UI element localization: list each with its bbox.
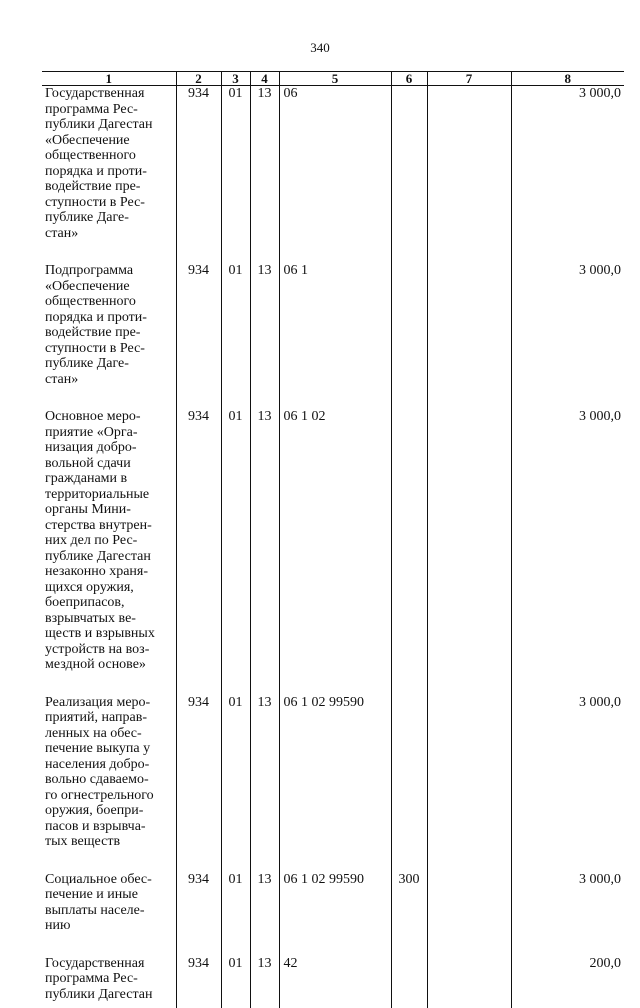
row-name-line: го огнестрельного <box>45 788 174 804</box>
col7-cell <box>427 263 511 409</box>
section-code-cell: 01 <box>221 263 250 409</box>
row-name-line: Государственная <box>45 86 174 102</box>
target-article-cell: 06 <box>279 86 391 264</box>
row-name-cell <box>42 872 176 956</box>
row-name-line: населения добро- <box>45 757 174 773</box>
row-name-line: Подпрограмма <box>45 263 174 279</box>
gad-code-cell: 934 <box>176 263 221 409</box>
subsection-code-cell: 13 <box>250 86 279 264</box>
row-name-line: вольной сдачи <box>45 456 174 472</box>
expense-type-cell: 300 <box>391 872 427 956</box>
subsection-code-cell: 13 <box>250 695 279 872</box>
row-name-cell <box>42 956 176 1008</box>
target-article-cell: 06 1 02 99590 <box>279 872 391 956</box>
row-name-line: Основное меро- <box>45 409 174 425</box>
row-name-line: гражданами в <box>45 471 174 487</box>
amount-cell: 3 000,0 <box>511 872 624 956</box>
row-name-line: программа Рес- <box>45 102 174 118</box>
row-name-line: ступности в Рес- <box>45 341 174 357</box>
table-row <box>42 263 624 409</box>
row-name-line: стерства внутрен- <box>45 518 174 534</box>
header-col-7: 7 <box>427 72 511 86</box>
row-name-line: тых веществ <box>45 834 174 850</box>
table-row <box>42 695 624 872</box>
header-row <box>42 72 624 86</box>
row-name-line: органы Мини- <box>45 502 174 518</box>
row-name-line: щихся оружия, <box>45 580 174 596</box>
row-name-line: ществ и взрывных <box>45 626 174 642</box>
row-name-line: общественного <box>45 148 174 164</box>
row-name-line: низация добро- <box>45 440 174 456</box>
row-name-line: публике Дагестан <box>45 549 174 565</box>
row-name-line: мездной основе» <box>45 657 174 673</box>
subsection-code-cell: 13 <box>250 956 279 1008</box>
expense-type-cell <box>391 409 427 695</box>
col7-cell <box>427 86 511 264</box>
row-name-line: порядка и проти- <box>45 310 174 326</box>
section-code-cell: 01 <box>221 409 250 695</box>
section-code-cell: 01 <box>221 86 250 264</box>
table-row <box>42 872 624 956</box>
header-col-8: 8 <box>511 72 624 86</box>
row-name-line: незаконно храня- <box>45 564 174 580</box>
row-name-line: публики Дагестан <box>45 987 174 1003</box>
row-name-line: публики Дагестан <box>45 117 174 133</box>
row-name-line: Реализация меро- <box>45 695 174 711</box>
row-name-line: устройств на воз- <box>45 642 174 658</box>
col7-cell <box>427 695 511 872</box>
row-name-line: водействие пре- <box>45 179 174 195</box>
row-name-line: печение выкупа у <box>45 741 174 757</box>
row-name-line: «Обеспечение <box>45 279 174 295</box>
col7-cell <box>427 956 511 1008</box>
row-name-line: программа Рес- <box>45 971 174 987</box>
row-name-cell <box>42 263 176 409</box>
section-code-cell: 01 <box>221 956 250 1008</box>
section-code-cell: 01 <box>221 695 250 872</box>
row-name-cell <box>42 695 176 872</box>
row-name-line: оружия, боепри- <box>45 803 174 819</box>
row-name-line: нию <box>45 918 174 934</box>
row-name-cell <box>42 409 176 695</box>
row-name-line: взрывчатых ве- <box>45 611 174 627</box>
row-name-line: них дел по Рес- <box>45 533 174 549</box>
amount-cell: 3 000,0 <box>511 86 624 264</box>
table-header <box>42 72 624 86</box>
gad-code-cell: 934 <box>176 695 221 872</box>
header-col-5: 5 <box>279 72 391 86</box>
subsection-code-cell: 13 <box>250 263 279 409</box>
row-name-line: ленных на обес- <box>45 726 174 742</box>
row-name-line: публике Даге- <box>45 356 174 372</box>
page-number: 340 <box>0 40 640 56</box>
expense-type-cell <box>391 86 427 264</box>
section-code-cell: 01 <box>221 872 250 956</box>
header-col-1: 1 <box>42 72 176 86</box>
row-name-line: выплаты населе- <box>45 903 174 919</box>
header-col-4: 4 <box>250 72 279 86</box>
target-article-cell: 06 1 02 <box>279 409 391 695</box>
subsection-code-cell: 13 <box>250 409 279 695</box>
row-name-line: боеприпасов, <box>45 595 174 611</box>
gad-code-cell: 934 <box>176 409 221 695</box>
row-name-line: вольно сдаваемо- <box>45 772 174 788</box>
row-name-line: Государственная <box>45 956 174 972</box>
col7-cell <box>427 409 511 695</box>
row-name-line: водействие пре- <box>45 325 174 341</box>
budget-table-container <box>42 71 624 1008</box>
row-name-cell <box>42 86 176 264</box>
row-name-line: территориальные <box>45 487 174 503</box>
budget-table <box>42 71 624 1008</box>
table-row <box>42 409 624 695</box>
gad-code-cell: 934 <box>176 872 221 956</box>
amount-cell: 3 000,0 <box>511 695 624 872</box>
row-name-line: печение и иные <box>45 887 174 903</box>
row-name-line: стан» <box>45 372 174 388</box>
row-name-line: ступности в Рес- <box>45 195 174 211</box>
expense-type-cell <box>391 695 427 872</box>
expense-type-cell <box>391 263 427 409</box>
subsection-code-cell: 13 <box>250 872 279 956</box>
target-article-cell: 06 1 <box>279 263 391 409</box>
row-name-line: приятие «Орга- <box>45 425 174 441</box>
table-row <box>42 956 624 1008</box>
row-name-line: приятий, направ- <box>45 710 174 726</box>
expense-type-cell <box>391 956 427 1008</box>
header-col-6: 6 <box>391 72 427 86</box>
col7-cell <box>427 872 511 956</box>
row-name-line: пасов и взрывча- <box>45 819 174 835</box>
amount-cell: 3 000,0 <box>511 263 624 409</box>
row-name-line: порядка и проти- <box>45 164 174 180</box>
header-col-2: 2 <box>176 72 221 86</box>
gad-code-cell: 934 <box>176 956 221 1008</box>
table-row <box>42 86 624 264</box>
row-name-line: Социальное обес- <box>45 872 174 888</box>
target-article-cell: 06 1 02 99590 <box>279 695 391 872</box>
row-name-line: общественного <box>45 294 174 310</box>
row-name-line: публике Даге- <box>45 210 174 226</box>
amount-cell: 3 000,0 <box>511 409 624 695</box>
table-body <box>42 86 624 1008</box>
row-name-line: «Обеспечение <box>45 133 174 149</box>
amount-cell: 200,0 <box>511 956 624 1008</box>
target-article-cell: 42 <box>279 956 391 1008</box>
gad-code-cell: 934 <box>176 86 221 264</box>
row-name-line: стан» <box>45 226 174 242</box>
header-col-3: 3 <box>221 72 250 86</box>
